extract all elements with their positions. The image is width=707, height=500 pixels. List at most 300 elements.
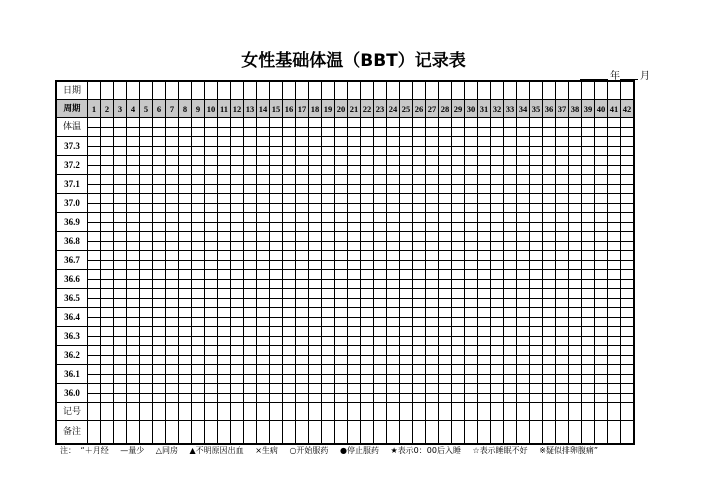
grid-cell[interactable]: [504, 403, 517, 421]
grid-cell[interactable]: [231, 403, 244, 421]
grid-cell[interactable]: [608, 393, 621, 403]
grid-cell[interactable]: [140, 165, 153, 175]
grid-cell[interactable]: [114, 203, 127, 213]
grid-cell[interactable]: [361, 403, 374, 421]
grid-cell[interactable]: [270, 308, 283, 318]
grid-cell[interactable]: [387, 298, 400, 308]
grid-cell[interactable]: [504, 222, 517, 232]
grid-cell[interactable]: [348, 118, 361, 128]
grid-cell[interactable]: [127, 317, 140, 327]
grid-cell[interactable]: [595, 289, 608, 299]
grid-cell[interactable]: [426, 336, 439, 346]
grid-cell[interactable]: [127, 127, 140, 137]
grid-cell[interactable]: [517, 336, 530, 346]
grid-cell[interactable]: [491, 213, 504, 223]
grid-cell[interactable]: [595, 203, 608, 213]
grid-cell[interactable]: [101, 213, 114, 223]
grid-cell[interactable]: [127, 355, 140, 365]
grid-cell[interactable]: [569, 289, 582, 299]
grid-cell[interactable]: [348, 222, 361, 232]
grid-cell[interactable]: [114, 127, 127, 137]
grid-cell[interactable]: [387, 222, 400, 232]
grid-cell[interactable]: [543, 81, 556, 100]
grid-cell[interactable]: [582, 270, 595, 280]
grid-cell[interactable]: [166, 298, 179, 308]
grid-cell[interactable]: [88, 232, 101, 242]
grid-cell[interactable]: [439, 222, 452, 232]
grid-cell[interactable]: [270, 251, 283, 261]
grid-cell[interactable]: [231, 384, 244, 394]
grid-cell[interactable]: [335, 232, 348, 242]
grid-cell[interactable]: [478, 346, 491, 356]
grid-cell[interactable]: [140, 327, 153, 337]
grid-cell[interactable]: [270, 146, 283, 156]
grid-cell[interactable]: [153, 81, 166, 100]
grid-cell[interactable]: [101, 374, 114, 384]
grid-cell[interactable]: [465, 222, 478, 232]
grid-cell[interactable]: [88, 165, 101, 175]
grid-cell[interactable]: [374, 175, 387, 185]
grid-cell[interactable]: [582, 203, 595, 213]
grid-cell[interactable]: [309, 194, 322, 204]
grid-cell[interactable]: [101, 327, 114, 337]
grid-cell[interactable]: [179, 232, 192, 242]
grid-cell[interactable]: [257, 260, 270, 270]
grid-cell[interactable]: [400, 194, 413, 204]
grid-cell[interactable]: [192, 241, 205, 251]
grid-cell[interactable]: [231, 365, 244, 375]
grid-cell[interactable]: [491, 279, 504, 289]
grid-cell[interactable]: [283, 279, 296, 289]
grid-cell[interactable]: [452, 289, 465, 299]
grid-cell[interactable]: [296, 175, 309, 185]
grid-cell[interactable]: [322, 298, 335, 308]
grid-cell[interactable]: [283, 346, 296, 356]
grid-cell[interactable]: [569, 393, 582, 403]
grid-cell[interactable]: [179, 270, 192, 280]
grid-cell[interactable]: [244, 165, 257, 175]
grid-cell[interactable]: [218, 336, 231, 346]
grid-cell[interactable]: [504, 137, 517, 147]
grid-cell[interactable]: [595, 184, 608, 194]
grid-cell[interactable]: [478, 298, 491, 308]
grid-cell[interactable]: [322, 270, 335, 280]
grid-cell[interactable]: [400, 81, 413, 100]
grid-cell[interactable]: [426, 317, 439, 327]
grid-cell[interactable]: [153, 393, 166, 403]
grid-cell[interactable]: [205, 355, 218, 365]
grid-cell[interactable]: [595, 260, 608, 270]
grid-cell[interactable]: [179, 384, 192, 394]
grid-cell[interactable]: [556, 213, 569, 223]
grid-cell[interactable]: [88, 156, 101, 166]
grid-cell[interactable]: [335, 165, 348, 175]
grid-cell[interactable]: [348, 270, 361, 280]
grid-cell[interactable]: [270, 118, 283, 128]
grid-cell[interactable]: [582, 194, 595, 204]
grid-cell[interactable]: [101, 194, 114, 204]
grid-cell[interactable]: [309, 317, 322, 327]
grid-cell[interactable]: [608, 260, 621, 270]
grid-cell[interactable]: [608, 241, 621, 251]
grid-cell[interactable]: [140, 251, 153, 261]
grid-cell[interactable]: [530, 421, 543, 445]
grid-cell[interactable]: [231, 346, 244, 356]
grid-cell[interactable]: [621, 421, 635, 445]
grid-cell[interactable]: [166, 241, 179, 251]
grid-cell[interactable]: [595, 194, 608, 204]
grid-cell[interactable]: [439, 175, 452, 185]
grid-cell[interactable]: [296, 127, 309, 137]
grid-cell[interactable]: [452, 393, 465, 403]
grid-cell[interactable]: [257, 241, 270, 251]
grid-cell[interactable]: [88, 175, 101, 185]
grid-cell[interactable]: [504, 355, 517, 365]
grid-cell[interactable]: [114, 421, 127, 445]
grid-cell[interactable]: [426, 232, 439, 242]
grid-cell[interactable]: [413, 146, 426, 156]
grid-cell[interactable]: [374, 346, 387, 356]
grid-cell[interactable]: [465, 374, 478, 384]
grid-cell[interactable]: [114, 308, 127, 318]
grid-cell[interactable]: [556, 346, 569, 356]
grid-cell[interactable]: [491, 175, 504, 185]
grid-cell[interactable]: [114, 175, 127, 185]
grid-cell[interactable]: [439, 241, 452, 251]
grid-cell[interactable]: [543, 213, 556, 223]
grid-cell[interactable]: [556, 127, 569, 137]
grid-cell[interactable]: [231, 289, 244, 299]
grid-cell[interactable]: [114, 260, 127, 270]
grid-cell[interactable]: [283, 317, 296, 327]
grid-cell[interactable]: [218, 355, 231, 365]
grid-cell[interactable]: [114, 317, 127, 327]
grid-cell[interactable]: [179, 403, 192, 421]
grid-cell[interactable]: [517, 279, 530, 289]
grid-cell[interactable]: [179, 346, 192, 356]
grid-cell[interactable]: [517, 118, 530, 128]
grid-cell[interactable]: [205, 260, 218, 270]
grid-cell[interactable]: [439, 289, 452, 299]
grid-cell[interactable]: [530, 270, 543, 280]
grid-cell[interactable]: [439, 165, 452, 175]
grid-cell[interactable]: [127, 156, 140, 166]
grid-cell[interactable]: [556, 393, 569, 403]
grid-cell[interactable]: [127, 421, 140, 445]
grid-cell[interactable]: [595, 156, 608, 166]
grid-cell[interactable]: [296, 270, 309, 280]
grid-cell[interactable]: [530, 175, 543, 185]
grid-cell[interactable]: [413, 232, 426, 242]
grid-cell[interactable]: [582, 184, 595, 194]
grid-cell[interactable]: [400, 241, 413, 251]
grid-cell[interactable]: [296, 165, 309, 175]
grid-cell[interactable]: [621, 393, 635, 403]
grid-cell[interactable]: [153, 421, 166, 445]
grid-cell[interactable]: [530, 374, 543, 384]
grid-cell[interactable]: [569, 279, 582, 289]
grid-cell[interactable]: [309, 279, 322, 289]
grid-cell[interactable]: [101, 260, 114, 270]
grid-cell[interactable]: [322, 222, 335, 232]
grid-cell[interactable]: [192, 184, 205, 194]
grid-cell[interactable]: [595, 232, 608, 242]
grid-cell[interactable]: [166, 213, 179, 223]
grid-cell[interactable]: [140, 222, 153, 232]
grid-cell[interactable]: [387, 289, 400, 299]
grid-cell[interactable]: [439, 81, 452, 100]
grid-cell[interactable]: [530, 232, 543, 242]
grid-cell[interactable]: [179, 336, 192, 346]
grid-cell[interactable]: [517, 403, 530, 421]
grid-cell[interactable]: [244, 118, 257, 128]
grid-cell[interactable]: [387, 81, 400, 100]
grid-cell[interactable]: [361, 384, 374, 394]
grid-cell[interactable]: [335, 289, 348, 299]
grid-cell[interactable]: [504, 146, 517, 156]
grid-cell[interactable]: [530, 251, 543, 261]
grid-cell[interactable]: [426, 241, 439, 251]
grid-cell[interactable]: [387, 260, 400, 270]
grid-cell[interactable]: [218, 403, 231, 421]
grid-cell[interactable]: [621, 175, 635, 185]
grid-cell[interactable]: [556, 232, 569, 242]
grid-cell[interactable]: [387, 137, 400, 147]
grid-cell[interactable]: [426, 146, 439, 156]
grid-cell[interactable]: [452, 203, 465, 213]
grid-cell[interactable]: [127, 393, 140, 403]
grid-cell[interactable]: [595, 241, 608, 251]
grid-cell[interactable]: [322, 355, 335, 365]
grid-cell[interactable]: [608, 156, 621, 166]
grid-cell[interactable]: [413, 222, 426, 232]
grid-cell[interactable]: [257, 127, 270, 137]
grid-cell[interactable]: [543, 317, 556, 327]
grid-cell[interactable]: [426, 346, 439, 356]
grid-cell[interactable]: [218, 374, 231, 384]
grid-cell[interactable]: [400, 156, 413, 166]
grid-cell[interactable]: [452, 137, 465, 147]
grid-cell[interactable]: [322, 260, 335, 270]
grid-cell[interactable]: [88, 365, 101, 375]
grid-cell[interactable]: [153, 156, 166, 166]
grid-cell[interactable]: [192, 308, 205, 318]
grid-cell[interactable]: [413, 403, 426, 421]
grid-cell[interactable]: [478, 232, 491, 242]
grid-cell[interactable]: [400, 184, 413, 194]
grid-cell[interactable]: [413, 81, 426, 100]
grid-cell[interactable]: [530, 317, 543, 327]
grid-cell[interactable]: [322, 241, 335, 251]
grid-cell[interactable]: [231, 298, 244, 308]
grid-cell[interactable]: [543, 365, 556, 375]
grid-cell[interactable]: [491, 165, 504, 175]
grid-cell[interactable]: [439, 374, 452, 384]
grid-cell[interactable]: [270, 232, 283, 242]
grid-cell[interactable]: [296, 184, 309, 194]
grid-cell[interactable]: [166, 184, 179, 194]
grid-cell[interactable]: [218, 184, 231, 194]
grid-cell[interactable]: [452, 241, 465, 251]
grid-cell[interactable]: [569, 346, 582, 356]
grid-cell[interactable]: [621, 346, 635, 356]
grid-cell[interactable]: [465, 203, 478, 213]
grid-cell[interactable]: [439, 327, 452, 337]
grid-cell[interactable]: [322, 336, 335, 346]
grid-cell[interactable]: [530, 403, 543, 421]
grid-cell[interactable]: [153, 194, 166, 204]
grid-cell[interactable]: [244, 260, 257, 270]
grid-cell[interactable]: [127, 403, 140, 421]
grid-cell[interactable]: [439, 270, 452, 280]
grid-cell[interactable]: [309, 327, 322, 337]
grid-cell[interactable]: [218, 279, 231, 289]
grid-cell[interactable]: [140, 336, 153, 346]
grid-cell[interactable]: [452, 118, 465, 128]
grid-cell[interactable]: [478, 355, 491, 365]
grid-cell[interactable]: [244, 317, 257, 327]
grid-cell[interactable]: [322, 184, 335, 194]
grid-cell[interactable]: [569, 355, 582, 365]
grid-cell[interactable]: [582, 374, 595, 384]
grid-cell[interactable]: [582, 241, 595, 251]
grid-cell[interactable]: [114, 146, 127, 156]
grid-cell[interactable]: [283, 393, 296, 403]
grid-cell[interactable]: [140, 365, 153, 375]
grid-cell[interactable]: [543, 298, 556, 308]
grid-cell[interactable]: [595, 403, 608, 421]
grid-cell[interactable]: [465, 365, 478, 375]
grid-cell[interactable]: [322, 194, 335, 204]
grid-cell[interactable]: [231, 421, 244, 445]
grid-cell[interactable]: [88, 336, 101, 346]
grid-cell[interactable]: [621, 241, 635, 251]
grid-cell[interactable]: [218, 146, 231, 156]
grid-cell[interactable]: [153, 384, 166, 394]
grid-cell[interactable]: [413, 279, 426, 289]
grid-cell[interactable]: [283, 241, 296, 251]
grid-cell[interactable]: [595, 374, 608, 384]
grid-cell[interactable]: [608, 308, 621, 318]
grid-cell[interactable]: [296, 194, 309, 204]
grid-cell[interactable]: [621, 336, 635, 346]
grid-cell[interactable]: [608, 421, 621, 445]
grid-cell[interactable]: [387, 393, 400, 403]
grid-cell[interactable]: [608, 403, 621, 421]
grid-cell[interactable]: [556, 421, 569, 445]
grid-cell[interactable]: [504, 374, 517, 384]
grid-cell[interactable]: [569, 241, 582, 251]
grid-cell[interactable]: [478, 327, 491, 337]
grid-cell[interactable]: [335, 421, 348, 445]
grid-cell[interactable]: [101, 156, 114, 166]
grid-cell[interactable]: [257, 403, 270, 421]
grid-cell[interactable]: [179, 251, 192, 261]
grid-cell[interactable]: [335, 175, 348, 185]
grid-cell[interactable]: [257, 355, 270, 365]
grid-cell[interactable]: [426, 213, 439, 223]
grid-cell[interactable]: [244, 393, 257, 403]
grid-cell[interactable]: [257, 317, 270, 327]
grid-cell[interactable]: [270, 384, 283, 394]
grid-cell[interactable]: [504, 251, 517, 261]
grid-cell[interactable]: [595, 222, 608, 232]
grid-cell[interactable]: [374, 222, 387, 232]
grid-cell[interactable]: [114, 365, 127, 375]
grid-cell[interactable]: [283, 384, 296, 394]
grid-cell[interactable]: [244, 384, 257, 394]
grid-cell[interactable]: [244, 374, 257, 384]
grid-cell[interactable]: [153, 241, 166, 251]
grid-cell[interactable]: [452, 213, 465, 223]
grid-cell[interactable]: [452, 384, 465, 394]
grid-cell[interactable]: [569, 203, 582, 213]
grid-cell[interactable]: [257, 118, 270, 128]
grid-cell[interactable]: [374, 374, 387, 384]
grid-cell[interactable]: [309, 165, 322, 175]
grid-cell[interactable]: [335, 336, 348, 346]
grid-cell[interactable]: [556, 279, 569, 289]
grid-cell[interactable]: [296, 403, 309, 421]
grid-cell[interactable]: [452, 146, 465, 156]
grid-cell[interactable]: [361, 184, 374, 194]
grid-cell[interactable]: [218, 327, 231, 337]
grid-cell[interactable]: [296, 156, 309, 166]
grid-cell[interactable]: [166, 289, 179, 299]
grid-cell[interactable]: [218, 308, 231, 318]
grid-cell[interactable]: [88, 194, 101, 204]
grid-cell[interactable]: [491, 194, 504, 204]
grid-cell[interactable]: [413, 327, 426, 337]
grid-cell[interactable]: [257, 384, 270, 394]
grid-cell[interactable]: [452, 222, 465, 232]
grid-cell[interactable]: [335, 355, 348, 365]
grid-cell[interactable]: [179, 137, 192, 147]
grid-cell[interactable]: [361, 81, 374, 100]
grid-cell[interactable]: [114, 137, 127, 147]
grid-cell[interactable]: [166, 384, 179, 394]
grid-cell[interactable]: [608, 365, 621, 375]
grid-cell[interactable]: [595, 251, 608, 261]
grid-cell[interactable]: [309, 137, 322, 147]
grid-cell[interactable]: [556, 81, 569, 100]
grid-cell[interactable]: [140, 81, 153, 100]
grid-cell[interactable]: [569, 222, 582, 232]
grid-cell[interactable]: [101, 81, 114, 100]
grid-cell[interactable]: [452, 184, 465, 194]
grid-cell[interactable]: [530, 365, 543, 375]
grid-cell[interactable]: [140, 184, 153, 194]
grid-cell[interactable]: [504, 289, 517, 299]
grid-cell[interactable]: [413, 317, 426, 327]
grid-cell[interactable]: [517, 165, 530, 175]
grid-cell[interactable]: [309, 232, 322, 242]
grid-cell[interactable]: [257, 289, 270, 299]
grid-cell[interactable]: [543, 393, 556, 403]
grid-cell[interactable]: [153, 184, 166, 194]
grid-cell[interactable]: [179, 393, 192, 403]
grid-cell[interactable]: [374, 270, 387, 280]
grid-cell[interactable]: [296, 260, 309, 270]
grid-cell[interactable]: [543, 175, 556, 185]
grid-cell[interactable]: [114, 194, 127, 204]
grid-cell[interactable]: [543, 165, 556, 175]
grid-cell[interactable]: [530, 384, 543, 394]
grid-cell[interactable]: [179, 260, 192, 270]
grid-cell[interactable]: [127, 298, 140, 308]
grid-cell[interactable]: [569, 118, 582, 128]
grid-cell[interactable]: [556, 175, 569, 185]
